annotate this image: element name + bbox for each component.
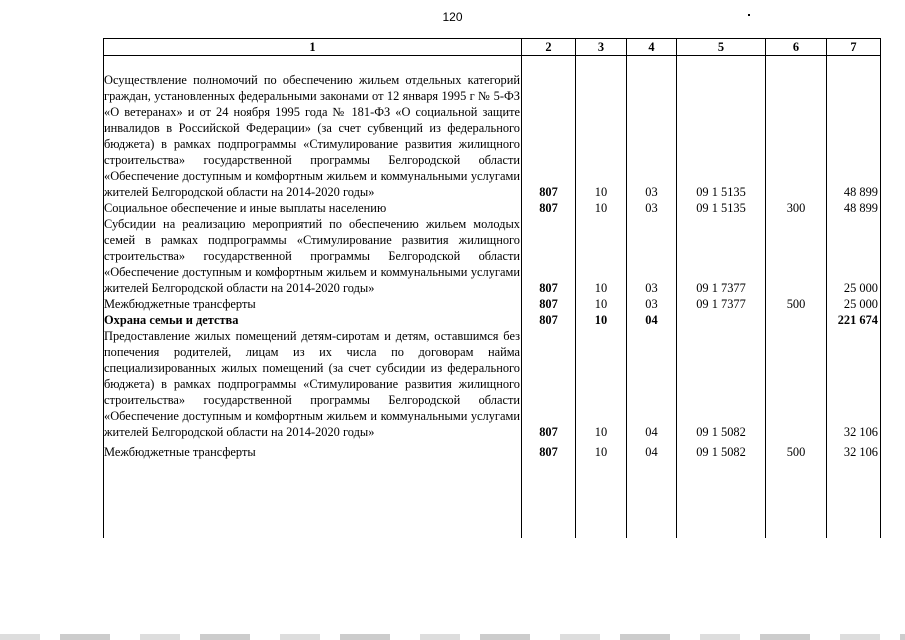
row-name: Межбюджетные трансферты xyxy=(104,440,522,460)
row-col-4: 03 xyxy=(627,216,677,296)
row-name: Субсидии на реализацию мероприятий по обеспечению жильем молодых семей в рамках подпрограммы «Стимулирование развития жилищного строительства» государственной программы Белгородской области «Обеспечение доступным и комфортным жильем и коммунальными услугами жителей Белгородской области на 2014-2020 годы» xyxy=(104,217,520,295)
row-col-5: 09 1 5135 xyxy=(677,200,766,216)
row-col-4: 03 xyxy=(627,200,677,216)
row-col-5: 09 1 7377 xyxy=(677,216,766,296)
row-col-6 xyxy=(766,328,827,440)
row-col-7: 32 106 xyxy=(827,440,881,460)
scan-edge xyxy=(0,634,905,640)
row-col-7: 48 899 xyxy=(827,200,881,216)
table-row-section xyxy=(104,312,881,328)
row-col-3: 10 xyxy=(576,200,627,216)
table-row xyxy=(104,296,881,312)
row-name: Социальное обеспечение и иные выплаты населению xyxy=(104,200,522,216)
row-col-3: 10 xyxy=(576,72,627,200)
row-col-5: 09 1 7377 xyxy=(677,296,766,312)
row-col-2: 807 xyxy=(522,328,576,440)
header-col-1: 1 xyxy=(104,39,522,56)
row-col-5: 09 1 5082 xyxy=(677,440,766,460)
row-col-4: 04 xyxy=(627,312,677,328)
row-name: Охрана семьи и детства xyxy=(104,312,522,328)
row-name: Межбюджетные трансферты xyxy=(104,296,522,312)
row-col-7: 25 000 xyxy=(827,296,881,312)
header-col-7: 7 xyxy=(827,39,881,56)
row-col-7: 48 899 xyxy=(827,72,881,200)
scan-dot xyxy=(748,14,750,16)
row-col-2: 807 xyxy=(522,440,576,460)
row-col-2: 807 xyxy=(522,312,576,328)
table-row xyxy=(104,200,881,216)
row-col-3: 10 xyxy=(576,440,627,460)
row-col-6: 300 xyxy=(766,200,827,216)
row-col-7: 221 674 xyxy=(827,312,881,328)
row-col-4: 04 xyxy=(627,440,677,460)
header-col-6: 6 xyxy=(766,39,827,56)
table-tail xyxy=(104,460,881,538)
row-col-2: 807 xyxy=(522,72,576,200)
table-row xyxy=(104,440,881,460)
row-col-2: 807 xyxy=(522,200,576,216)
row-col-5: 09 1 5135 xyxy=(677,72,766,200)
header-col-2: 2 xyxy=(522,39,576,56)
spacer-row xyxy=(104,56,881,73)
header-col-4: 4 xyxy=(627,39,677,56)
row-col-6 xyxy=(766,216,827,296)
row-col-7: 32 106 xyxy=(827,328,881,440)
row-col-6: 500 xyxy=(766,440,827,460)
row-col-4: 03 xyxy=(627,296,677,312)
row-col-3: 10 xyxy=(576,216,627,296)
row-col-3: 10 xyxy=(576,312,627,328)
row-col-5 xyxy=(677,312,766,328)
table-row xyxy=(104,72,881,200)
row-col-7: 25 000 xyxy=(827,216,881,296)
header-row xyxy=(104,39,881,56)
row-name: Предоставление жилых помещений детям-сиротам и детям, оставшимся без попечения родителей, лицам из их числа по договорам найма специализированных жилых помещений (за счет субсидии из федерального бюджета) в рамках подпрограммы «Стимулирование развития жилищного строительства» государственной программы Белгородской области «Обеспечение доступным и комфортным жильем и коммунальными услугами жителей Белгородской области на 2014-2020 годы» xyxy=(104,329,520,439)
header-col-5: 5 xyxy=(677,39,766,56)
table-body xyxy=(104,56,881,539)
row-col-3: 10 xyxy=(576,296,627,312)
table-row xyxy=(104,216,881,296)
page-number: 120 xyxy=(442,10,463,24)
table-row xyxy=(104,328,881,440)
table-header xyxy=(104,39,881,56)
header-col-3: 3 xyxy=(576,39,627,56)
row-col-2: 807 xyxy=(522,216,576,296)
row-col-6 xyxy=(766,72,827,200)
row-col-4: 03 xyxy=(627,72,677,200)
row-col-5: 09 1 5082 xyxy=(677,328,766,440)
row-col-4: 04 xyxy=(627,328,677,440)
row-col-6 xyxy=(766,312,827,328)
row-col-3: 10 xyxy=(576,328,627,440)
row-col-6: 500 xyxy=(766,296,827,312)
budget-table xyxy=(103,38,881,538)
row-col-2: 807 xyxy=(522,296,576,312)
row-name: Осуществление полномочий по обеспечению жильем отдельных категорий граждан, установленных федеральными законами от 12 января 1995 г № 5-ФЗ «О ветеранах» и от 24 ноября 1995 года № 181-ФЗ «О социальной защите инвалидов в Российской Федерации» (за счет субвенций из федерального бюджета) в рамках подпрограммы «Стимулирование развития жилищного строительства» государственной программы Белгородской области «Обеспечение доступным и комфортным жильем и коммунальными услугами жителей Белгородской области на 2014-2020 годы» xyxy=(104,73,520,199)
